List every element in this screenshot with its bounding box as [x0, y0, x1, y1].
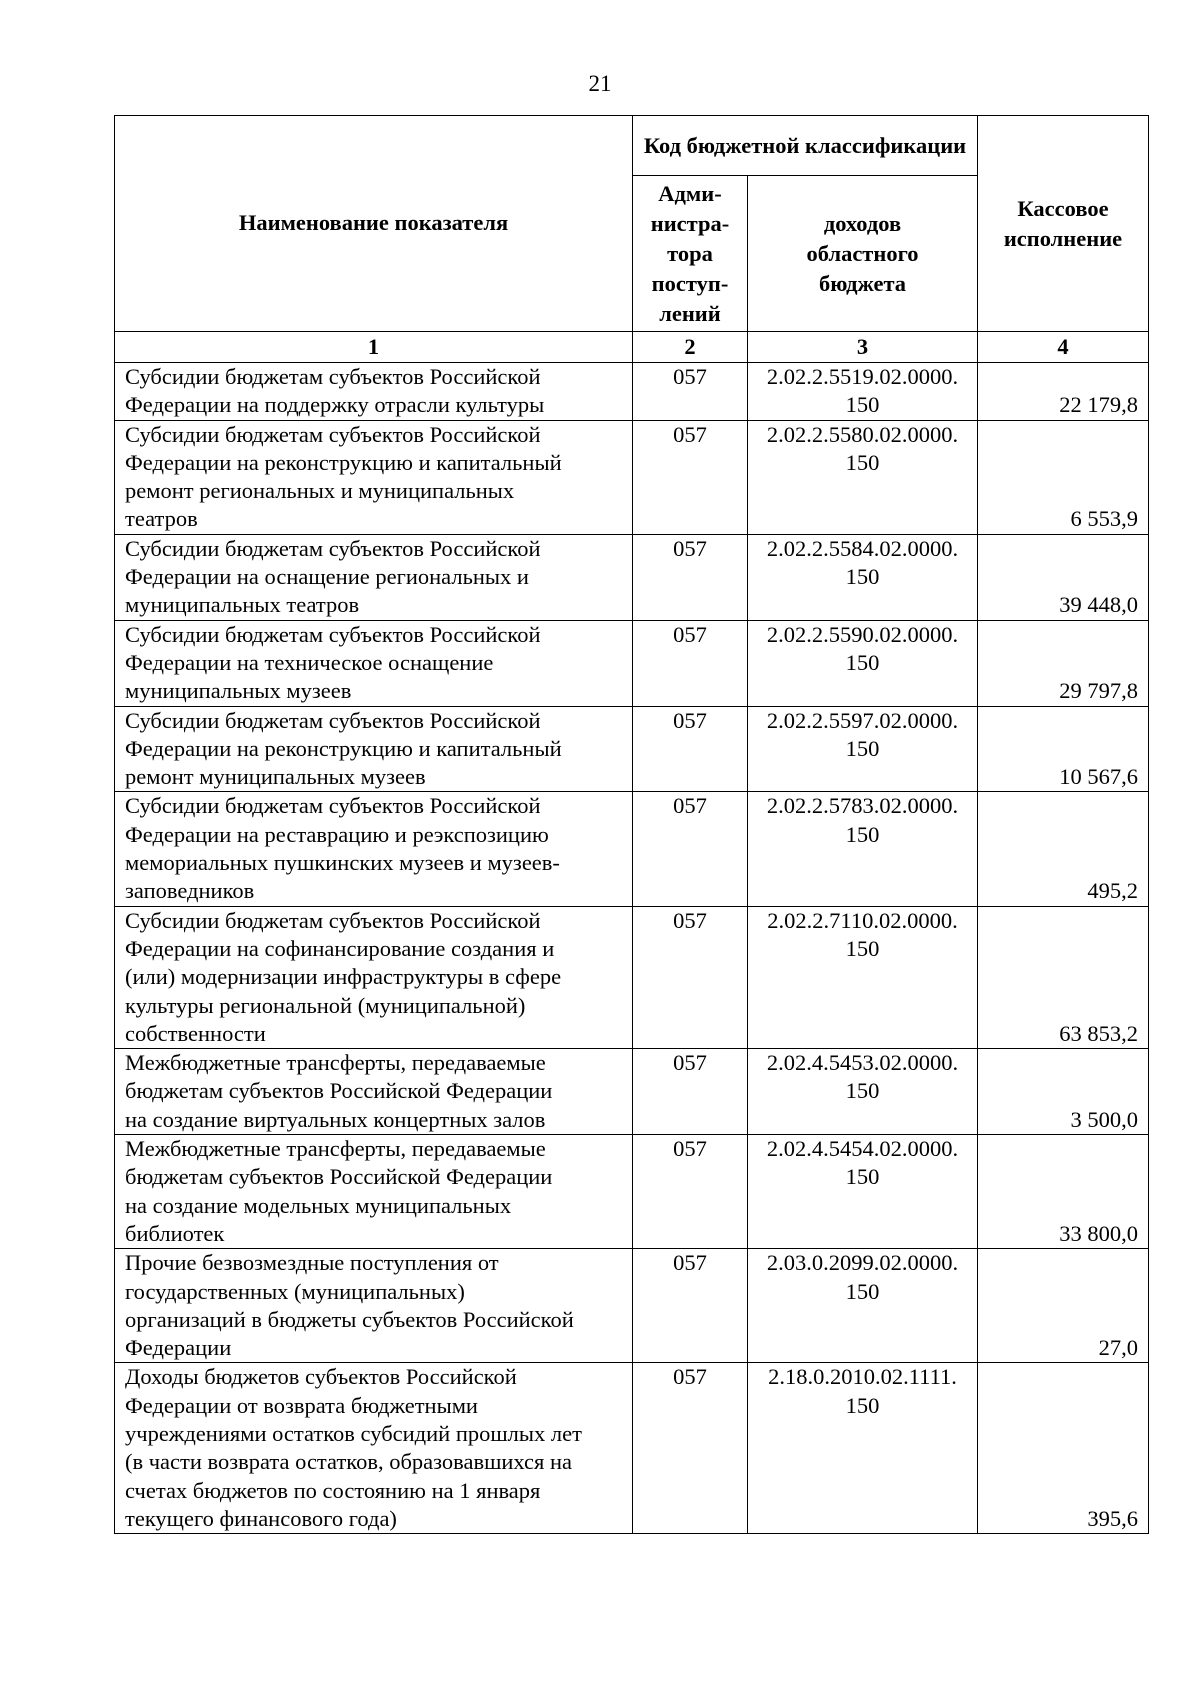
indicator-name-line: на создание модельных муниципальных	[125, 1192, 512, 1218]
cash-execution-cell: 39 448,0	[978, 534, 1149, 620]
table-row	[115, 1135, 1149, 1249]
indicator-name-cell	[115, 363, 633, 421]
income-code-line: 2.02.2.7110.02.0000.	[767, 907, 958, 933]
header-revenue-administrator: Адми- нистра- тора поступ- лений	[633, 176, 748, 332]
column-number: 4	[978, 332, 1149, 363]
cash-execution-cell: 395,6	[978, 1363, 1149, 1534]
table-row	[115, 420, 1149, 534]
administrator-code-cell: 057	[633, 1135, 748, 1249]
administrator-code-cell: 057	[633, 792, 748, 906]
cash-execution-cell: 495,2	[978, 792, 1149, 906]
cash-execution-cell: 6 553,9	[978, 420, 1149, 534]
indicator-name-cell	[115, 420, 633, 534]
table-row	[115, 906, 1149, 1048]
column-number: 3	[748, 332, 978, 363]
table-row	[115, 534, 1149, 620]
indicator-name-line: Федерации на поддержку отрасли культуры	[125, 392, 545, 418]
income-code-line: 150	[845, 821, 880, 847]
indicator-name-line: (или) модернизации инфраструктуры в сфере	[125, 964, 562, 990]
table-row	[115, 620, 1149, 706]
cash-execution-cell: 27,0	[978, 1249, 1149, 1363]
income-code-cell	[748, 1049, 978, 1135]
income-code-cell	[748, 420, 978, 534]
income-code-line: 2.02.2.5519.02.0000.	[766, 364, 959, 389]
income-code-line: 2.02.2.5590.02.0000.	[766, 621, 959, 647]
table-body	[115, 363, 1149, 1534]
indicator-name-line: государственных (муниципальных)	[125, 1278, 465, 1304]
indicator-name-cell	[115, 706, 633, 792]
administrator-code-cell: 057	[633, 1363, 748, 1534]
table-row	[115, 363, 1149, 421]
indicator-name-line: Субсидии бюджетам субъектов Российской	[125, 535, 541, 561]
indicator-name-line: заповедников	[125, 878, 255, 904]
table-row	[115, 1363, 1149, 1534]
indicator-name-line: ремонт региональных и муниципальных	[125, 478, 515, 504]
page-number: 21	[588, 71, 612, 96]
indicator-name-line: текущего финансового года)	[125, 1505, 397, 1531]
indicator-name-line: театров	[125, 506, 198, 532]
indicator-name-line: муниципальных музеев	[125, 678, 352, 704]
income-code-line: 150	[845, 1164, 880, 1190]
indicator-name-line: Субсидии бюджетам субъектов Российской	[125, 621, 541, 647]
indicator-name-cell	[115, 1049, 633, 1135]
administrator-code-cell: 057	[633, 363, 748, 421]
income-code-line: 2.18.0.2010.02.1111.	[768, 1364, 957, 1390]
indicator-name-cell	[115, 792, 633, 906]
income-code-cell	[748, 534, 978, 620]
indicator-name-cell	[115, 1363, 633, 1534]
indicator-name-line: учреждениями остатков субсидий прошлых лет	[125, 1420, 582, 1446]
indicator-name-line: бюджетам субъектов Российской Федерации	[125, 1078, 553, 1104]
administrator-code-cell: 057	[633, 1249, 748, 1363]
indicator-name-line: счетах бюджетов по состоянию на 1 января	[125, 1477, 541, 1503]
indicator-name-line: Субсидии бюджетам субъектов Российской	[125, 421, 541, 447]
indicator-name-line: Субсидии бюджетам субъектов Российской	[125, 364, 541, 389]
indicator-name-line: Доходы бюджетов субъектов Российской	[125, 1364, 517, 1390]
cash-execution-cell: 10 567,6	[978, 706, 1149, 792]
cash-execution-cell: 63 853,2	[978, 906, 1149, 1048]
income-code-line: 2.02.4.5453.02.0000.	[766, 1050, 959, 1076]
header-regional-income: доходов областного бюджета	[748, 176, 978, 332]
indicator-name-cell	[115, 534, 633, 620]
income-code-line: 2.03.0.2099.02.0000.	[766, 1250, 959, 1276]
indicator-name-line: Федерации на оснащение региональных и	[125, 564, 529, 590]
column-number-row	[115, 332, 1149, 363]
indicator-name-line: (в части возврата остатков, образовавшихся на	[125, 1449, 573, 1475]
indicator-name-line: культуры региональной (муниципальной)	[125, 992, 526, 1018]
administrator-code-cell: 057	[633, 420, 748, 534]
indicator-name-line: Межбюджетные трансферты, передаваемые	[125, 1136, 546, 1162]
income-code-line: 150	[845, 935, 880, 961]
indicator-name-line: Федерации на софинансирование создания и	[125, 935, 555, 961]
cash-execution-cell: 22 179,8	[978, 363, 1149, 421]
administrator-code-cell: 057	[633, 534, 748, 620]
column-number: 1	[115, 332, 633, 363]
table-row	[115, 1049, 1149, 1135]
indicator-name-line: на создание виртуальных концертных залов	[125, 1106, 546, 1132]
indicator-name-line: Федерации на реставрацию и реэкспозицию	[125, 821, 549, 847]
indicator-name-line: Прочие безвозмездные поступления от	[125, 1250, 499, 1276]
income-code-line: 2.02.2.5597.02.0000.	[766, 707, 959, 733]
income-code-line: 150	[845, 449, 880, 475]
indicator-name-line: Субсидии бюджетам субъектов Российской	[125, 907, 541, 933]
administrator-code-cell: 057	[633, 620, 748, 706]
indicator-name-cell	[115, 1249, 633, 1363]
budget-income-table	[114, 115, 1149, 1534]
income-code-line: 2.02.2.5783.02.0000.	[766, 793, 959, 819]
indicator-name-line: бюджетам субъектов Российской Федерации	[125, 1164, 553, 1190]
administrator-code-cell: 057	[633, 906, 748, 1048]
income-code-line: 2.02.2.5584.02.0000.	[766, 535, 959, 561]
income-code-line: 150	[845, 564, 880, 590]
indicator-name-line: мемориальных пушкинских музеев и музеев-	[125, 850, 560, 876]
column-number: 2	[633, 332, 748, 363]
income-code-line: 150	[845, 392, 880, 418]
income-code-line: 150	[845, 1278, 880, 1304]
indicator-name-cell	[115, 906, 633, 1048]
administrator-code-cell: 057	[633, 1049, 748, 1135]
income-code-cell	[748, 620, 978, 706]
header-budget-code: Код бюджетной классификации	[633, 116, 978, 176]
indicator-name-line: Федерации	[125, 1335, 232, 1361]
indicator-name-line: Федерации на реконструкцию и капитальный	[125, 449, 562, 475]
indicator-name-line: Федерации от возврата бюджетными	[125, 1392, 478, 1418]
indicator-name-line: ремонт муниципальных музеев	[125, 764, 426, 790]
income-code-cell	[748, 706, 978, 792]
indicator-name-line: Федерации на реконструкцию и капитальный	[125, 735, 562, 761]
indicator-name-line: Межбюджетные трансферты, передаваемые	[125, 1050, 546, 1076]
indicator-name-line: собственности	[125, 1020, 266, 1046]
indicator-name-line: библиотек	[125, 1220, 225, 1246]
income-code-cell	[748, 1363, 978, 1534]
table-row	[115, 1249, 1149, 1363]
income-code-line: 150	[845, 1078, 880, 1104]
header-indicator-name: Наименование показателя	[115, 116, 633, 332]
indicator-name-cell	[115, 1135, 633, 1249]
cash-execution-cell: 33 800,0	[978, 1135, 1149, 1249]
income-code-cell	[748, 1135, 978, 1249]
indicator-name-line: Субсидии бюджетам субъектов Российской	[125, 793, 541, 819]
income-code-line: 150	[845, 649, 880, 675]
indicator-name-line: Субсидии бюджетам субъектов Российской	[125, 707, 541, 733]
income-code-line: 2.02.4.5454.02.0000.	[766, 1136, 959, 1162]
administrator-code-cell: 057	[633, 706, 748, 792]
income-code-cell	[748, 906, 978, 1048]
indicator-name-line: организаций в бюджеты субъектов Российской	[125, 1306, 574, 1332]
cash-execution-cell: 3 500,0	[978, 1049, 1149, 1135]
income-code-cell	[748, 792, 978, 906]
income-code-line: 2.02.2.5580.02.0000.	[766, 421, 959, 447]
cash-execution-cell: 29 797,8	[978, 620, 1149, 706]
table-row	[115, 706, 1149, 792]
header-cash-execution: Кассовое исполнение	[978, 116, 1149, 332]
indicator-name-line: Федерации на техническое оснащение	[125, 649, 494, 675]
indicator-name-cell	[115, 620, 633, 706]
income-code-cell	[748, 363, 978, 421]
income-code-line: 150	[845, 735, 880, 761]
indicator-name-line: муниципальных театров	[125, 592, 360, 618]
income-code-line: 150	[845, 1392, 880, 1418]
table-row	[115, 792, 1149, 906]
income-code-cell	[748, 1249, 978, 1363]
